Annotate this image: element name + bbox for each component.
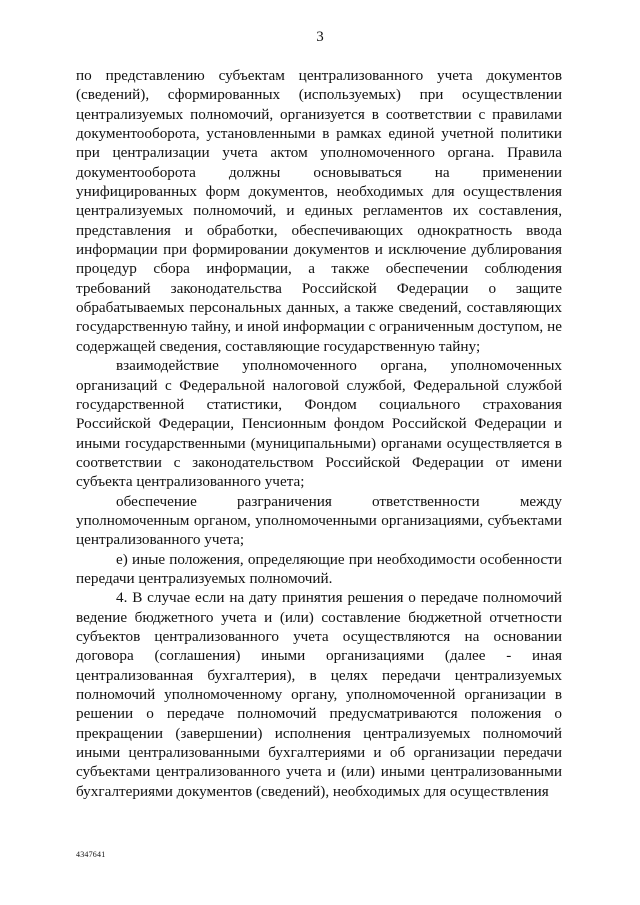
document-body bbox=[76, 66, 562, 801]
paragraph-interaction: взаимодействие уполномоченного органа, уполномоченных организаций с Федеральной налоговой службой, Федеральной службой государственной статистики, Фондом социального страхования Российской Федерации, Пенсионным фондом Российской Федерации и иными государственными (муниципальными) органами осуществляется в соответствии с законодательством Российской Федерации от имени субъекта централизованного учета; bbox=[76, 357, 562, 491]
document-code: 4347641 bbox=[76, 850, 106, 859]
paragraph-document-flow: по представлению субъектам централизованного учета документов (сведений), сформированных (используемых) при осуществлении централизуемых полномочий, организуется в соответствии с правилами документооборота, установленными в рамках единой учетной политики при централизации учета актом уполномоченного органа. Правила документооборота должны основываться на применении унифицированных форм документов, необходимых для осуществления централизуемых полномочий, и единых регламентов их составления, представления и обработки, обеспечивающих однократность ввода информации при формировании документов и исключение дублирования процедур сбора информации, а также обеспечении соблюдения требований законодательства Российской Федерации о защите обрабатываемых персональных данных, а также сведений, составляющих государственную тайну, и иной информации с ограниченным доступом, не содержащей сведения, составляющие государственную тайну; bbox=[76, 67, 562, 355]
paragraph-item-4: 4. В случае если на дату принятия решения о передаче полномочий ведение бюджетного учета и (или) составление бюджетной отчетности субъектов централизованного учета осуществляются на основании договора (соглашения) иными организациями (далее - иная централизованная бухгалтерия), в целях передачи централизуемых полномочий уполномоченному органу, уполномоченной организации в решении о передаче полномочий предусматриваются положения о прекращении (завершении) исполнения централизуемых полномочий иными централизованными бухгалтериями и об организации передачи субъектами централизованного учета и (или) иными централизованными бухгалтериями документов (сведений), необходимых для осуществления bbox=[76, 589, 562, 800]
page-number: 3 bbox=[316, 29, 324, 45]
paragraph-responsibility: обеспечение разграничения ответственности между уполномоченным органом, уполномоченными организациями, субъектами централизованного учета; bbox=[76, 492, 562, 549]
paragraph-other-provisions: е) иные положения, определяющие при необходимости особенности передачи централизуемых полномочий. bbox=[76, 550, 562, 587]
